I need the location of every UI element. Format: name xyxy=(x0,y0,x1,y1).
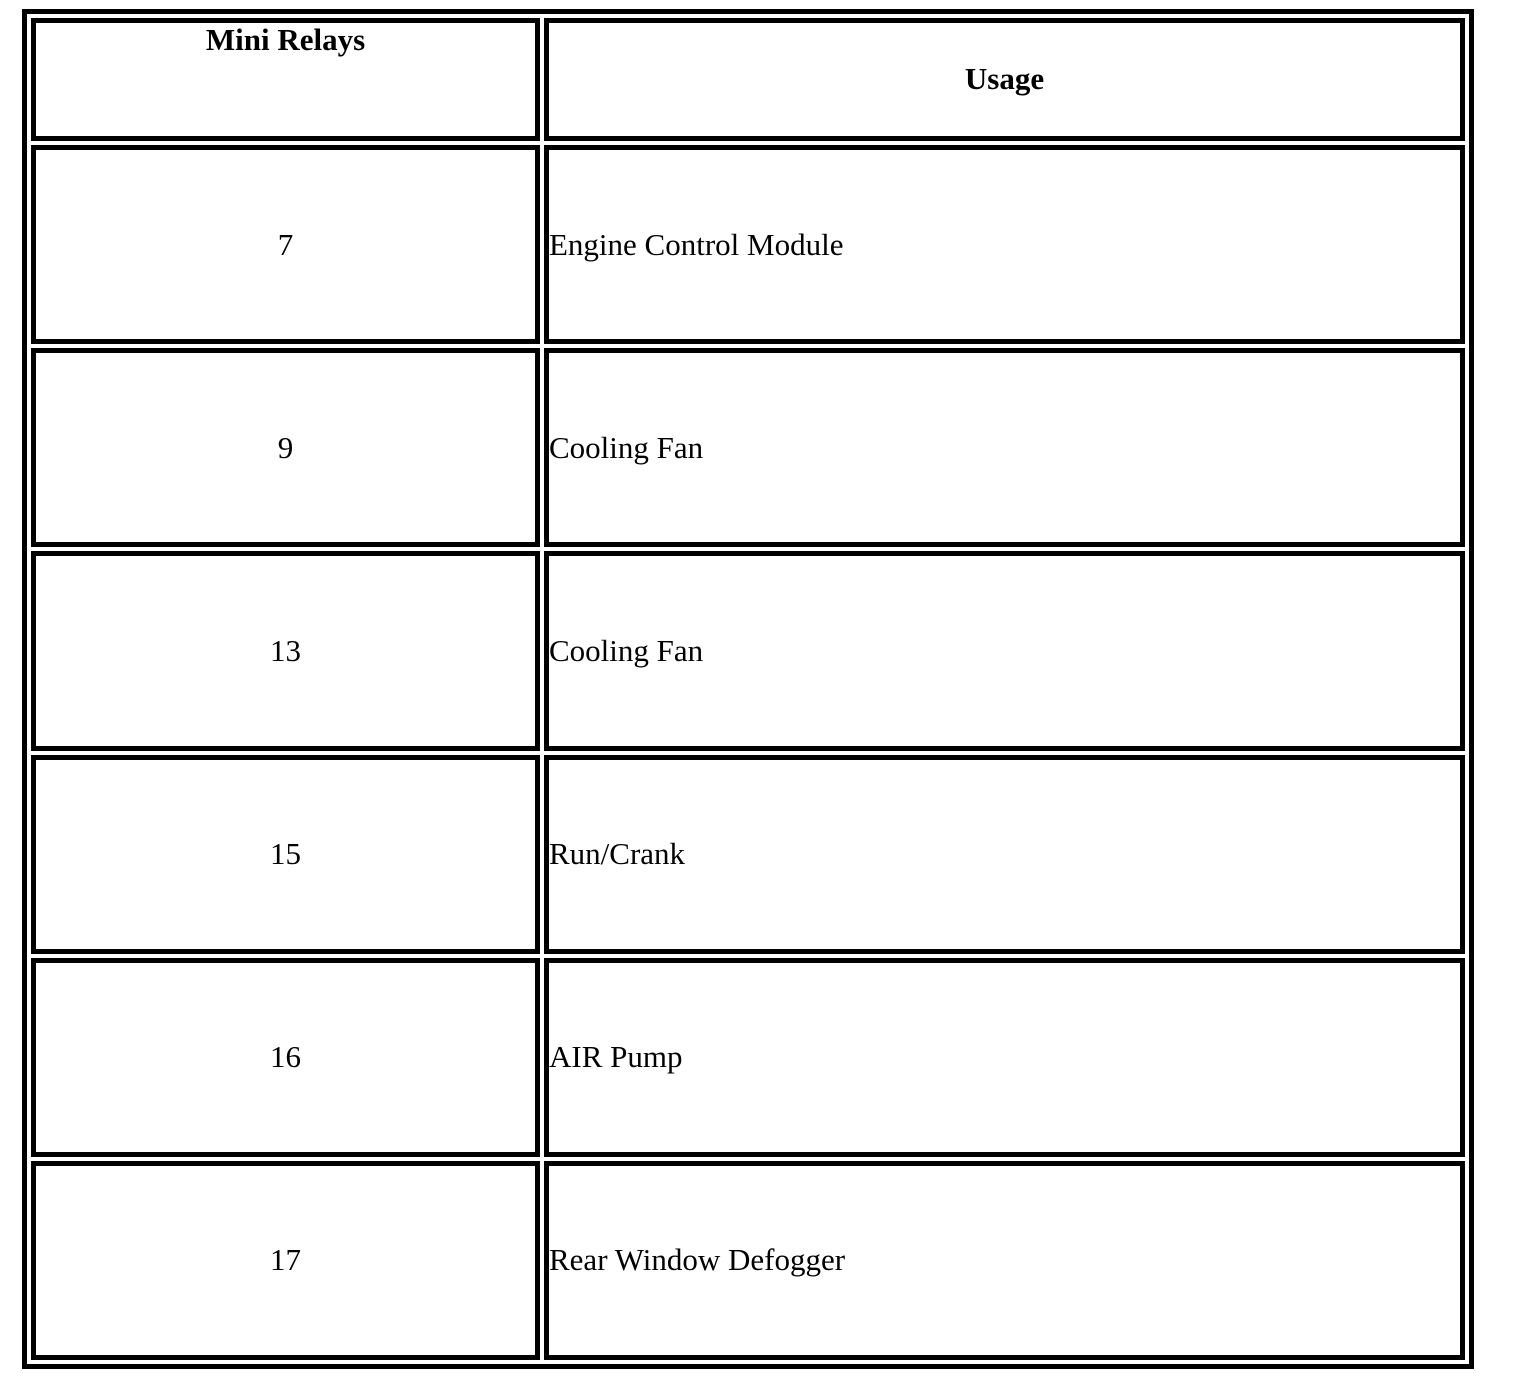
relay-usage-cell: Rear Window Defogger xyxy=(544,1161,1465,1360)
header-mini-relays: Mini Relays xyxy=(31,18,540,141)
relay-usage-cell: Cooling Fan xyxy=(544,551,1465,750)
relay-number-cell: 17 xyxy=(31,1161,540,1360)
mini-relays-table xyxy=(27,14,1469,1364)
relay-number-cell: 7 xyxy=(31,145,540,344)
relay-usage-cell: Engine Control Module xyxy=(544,145,1465,344)
relay-usage-cell: Cooling Fan xyxy=(544,348,1465,547)
header-usage: Usage xyxy=(544,18,1465,141)
relay-number-cell: 9 xyxy=(31,348,540,547)
table-row xyxy=(31,145,1465,344)
table-row xyxy=(31,755,1465,954)
table-header-row xyxy=(31,18,1465,141)
relay-number-cell: 13 xyxy=(31,551,540,750)
relay-number-cell: 16 xyxy=(31,958,540,1157)
relay-number-cell: 15 xyxy=(31,755,540,954)
relay-table-frame xyxy=(22,9,1474,1369)
table-row xyxy=(31,348,1465,547)
relay-usage-cell: AIR Pump xyxy=(544,958,1465,1157)
table-row xyxy=(31,1161,1465,1360)
table-row xyxy=(31,958,1465,1157)
table-row xyxy=(31,551,1465,750)
relay-usage-cell: Run/Crank xyxy=(544,755,1465,954)
